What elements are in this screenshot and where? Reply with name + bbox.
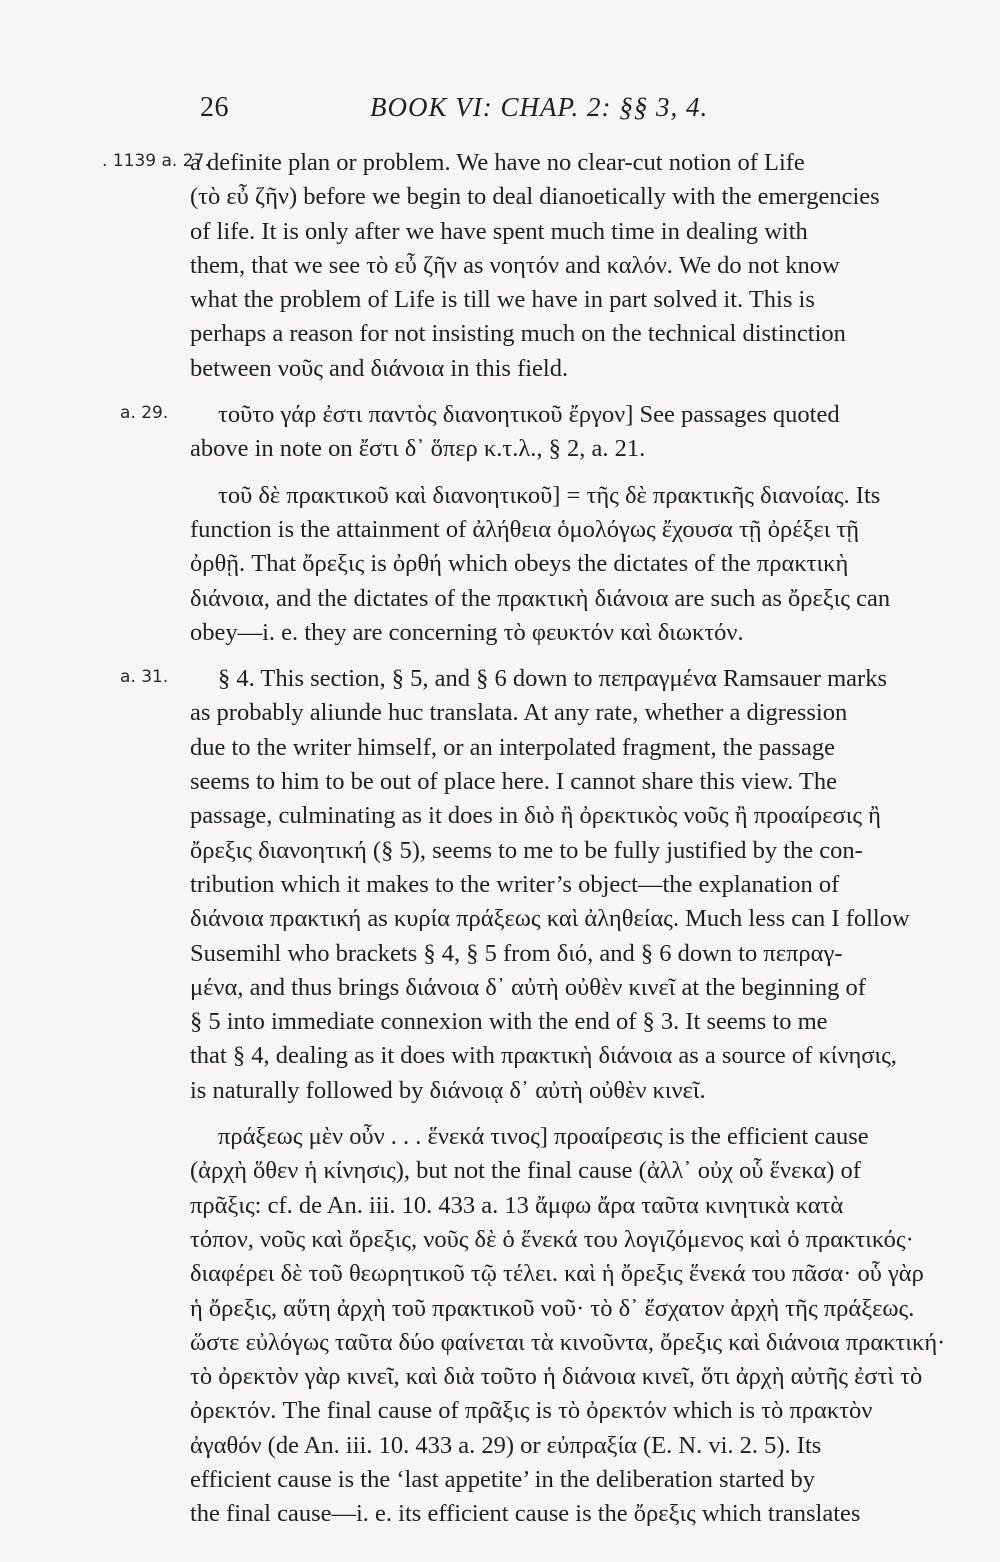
text-line: seems to him to be out of place here. I cannot share this view. The bbox=[190, 768, 838, 796]
text-line: § 4. This section, § 5, and § 6 down to πεπραγμένα Ramsauer marks bbox=[218, 665, 887, 693]
text-line: what the problem of Life is till we have in part solved it. This is bbox=[190, 286, 815, 314]
text-line: τόπον, νοῦς καὶ ὄρεξις, νοῦς δὲ ὁ ἕνεκά του λογιζόμενος καὶ ὁ πρακτικός· bbox=[190, 1225, 914, 1253]
text-line: due to the writer himself, or an interpolated fragment, the passage bbox=[190, 733, 835, 761]
text-line: efficient cause is the ‘last appetite’ in the deliberation started by bbox=[190, 1465, 815, 1493]
text-line: ὥστε εὐλόγως ταῦτα δύο φαίνεται τὰ κινοῦντα, ὄρεξις καὶ διάνοια πρακτική· bbox=[190, 1328, 946, 1356]
text-line: διάνοια πρακτική as κυρία πράξεως καὶ ἀληθείας. Much less can I follow bbox=[190, 905, 910, 933]
text-line: perhaps a reason for not insisting much on the technical distinction bbox=[190, 320, 846, 348]
margin-reference: . 1139 a. 27. bbox=[102, 151, 210, 171]
text-line: ὄρεξις διανοητική (§ 5), seems to me to be fully justified by the con- bbox=[190, 836, 863, 864]
text-line: function is the attainment of ἀλήθεια ὁμολόγως ἔχουσα τῇ ὀρέξει τῇ bbox=[190, 515, 860, 543]
text-line: ἡ ὄρεξις, αὕτη ἀρχὴ τοῦ πρακτικοῦ νοῦ· τὸ δ᾽ ἔσχατον ἀρχὴ τῆς πράξεως. bbox=[190, 1294, 915, 1322]
text-line: ὀρθῇ. That ὄρεξις is ὀρθή which obeys the dictates of the πρακτικὴ bbox=[190, 550, 849, 578]
text-line: τοῦ δὲ πρακτικοῦ καὶ διανοητικοῦ] = τῆς δὲ πρακτικῆς διανοίας. Its bbox=[218, 481, 881, 509]
text-line: πρᾶξις: cf. de An. iii. 10. 433 a. 13 ἄμφω ἄρα ταῦτα κινητικὰ κατὰ bbox=[190, 1191, 844, 1219]
text-line: (ἀρχὴ ὅθεν ἡ κίνησις), but not the final cause (ἀλλ᾽ οὐχ οὗ ἕνεκα) of bbox=[190, 1157, 861, 1185]
text-line: is naturally followed by διάνοιᾳ δ᾽ αὐτὴ οὐθὲν κινεῖ. bbox=[190, 1076, 706, 1104]
text-line: a definite plan or problem. We have no clear-cut notion of Life bbox=[190, 149, 805, 176]
text-line: ὀρεκτόν. The final cause of πρᾶξις is τὸ ὀρεκτόν which is τὸ πρακτὸν bbox=[190, 1397, 873, 1425]
commentary-body bbox=[102, 146, 960, 1544]
commentary-note bbox=[120, 662, 960, 1108]
margin-reference: a. 31. bbox=[120, 667, 169, 688]
text-line: that § 4, dealing as it does with πρακτικὴ διάνοια as a source of κίνησις, bbox=[190, 1042, 897, 1070]
commentary-note bbox=[190, 1120, 960, 1532]
text-line: tribution which it makes to the writer’s object—the explanation of bbox=[190, 870, 840, 898]
text-line: obey—i. e. they are concerning τὸ φευκτόν καὶ διωκτόν. bbox=[190, 618, 744, 646]
text-line: ἀγαθόν (de An. iii. 10. 433 a. 29) or εὐπραξία (E. N. vi. 2. 5). Its bbox=[190, 1431, 822, 1459]
commentary-note bbox=[120, 398, 960, 467]
commentary-note bbox=[190, 479, 960, 650]
text-line: of life. It is only after we have spent much time in dealing with bbox=[190, 217, 808, 245]
text-line: μένα, and thus brings διάνοια δ᾽ αὐτὴ οὐθὲν κινεῖ at the beginning of bbox=[190, 973, 866, 1001]
margin-reference: a. 29. bbox=[120, 403, 169, 424]
text-line: Susemihl who brackets § 4, § 5 from διό, and § 6 down to πεπραγ- bbox=[190, 939, 843, 967]
text-line: them, that we see τὸ εὖ ζῆν as νοητόν and καλόν. We do not know bbox=[190, 251, 840, 279]
text-line: § 5 into immediate connexion with the end of § 3. It seems to me bbox=[190, 1008, 828, 1036]
running-head: BOOK VI: CHAP. 2: §§ 3, 4. bbox=[370, 92, 709, 122]
text-line: above in note on ἔστι δ᾽ ὅπερ κ.τ.λ., § 2, a. 21. bbox=[190, 435, 646, 463]
text-line: the final cause—i. e. its efficient cause is the ὄρεξις which translates bbox=[190, 1500, 861, 1528]
text-line: passage, culminating as it does in διὸ ἢ ὀρεκτικὸς νοῦς ἢ προαίρεσις ἢ bbox=[190, 802, 881, 830]
text-line: as probably aliunde huc translata. At any rate, whether a digression bbox=[190, 699, 848, 727]
text-line: διαφέρει δὲ τοῦ θεωρητικοῦ τῷ τέλει. καὶ ἡ ὄρεξις ἕνεκά του πᾶσα· οὗ γὰρ bbox=[190, 1260, 924, 1288]
text-line: τοῦτο γάρ ἐστι παντὸς διανοητικοῦ ἔργον] See passages quoted bbox=[218, 401, 840, 429]
page-number: 26 bbox=[200, 92, 229, 123]
page-header bbox=[0, 92, 1000, 132]
commentary-note bbox=[102, 146, 960, 386]
text-line: between νοῦς and διάνοια in this field. bbox=[190, 354, 569, 382]
text-line: διάνοια, and the dictates of the πρακτικὴ διάνοια are such as ὄρεξις can bbox=[190, 584, 891, 612]
text-line: τὸ ὀρεκτὸν γὰρ κινεῖ, καὶ διὰ τοῦτο ἡ διάνοια κινεῖ, ὅτι ἀρχὴ αὐτῆς ἐστὶ τὸ bbox=[190, 1363, 923, 1391]
text-line: πράξεως μὲν οὖν . . . ἕνεκά τινος] προαίρεσις is the efficient cause bbox=[218, 1123, 869, 1151]
text-line: (τὸ εὖ ζῆν) before we begin to deal dianoetically with the emergencies bbox=[190, 183, 880, 211]
